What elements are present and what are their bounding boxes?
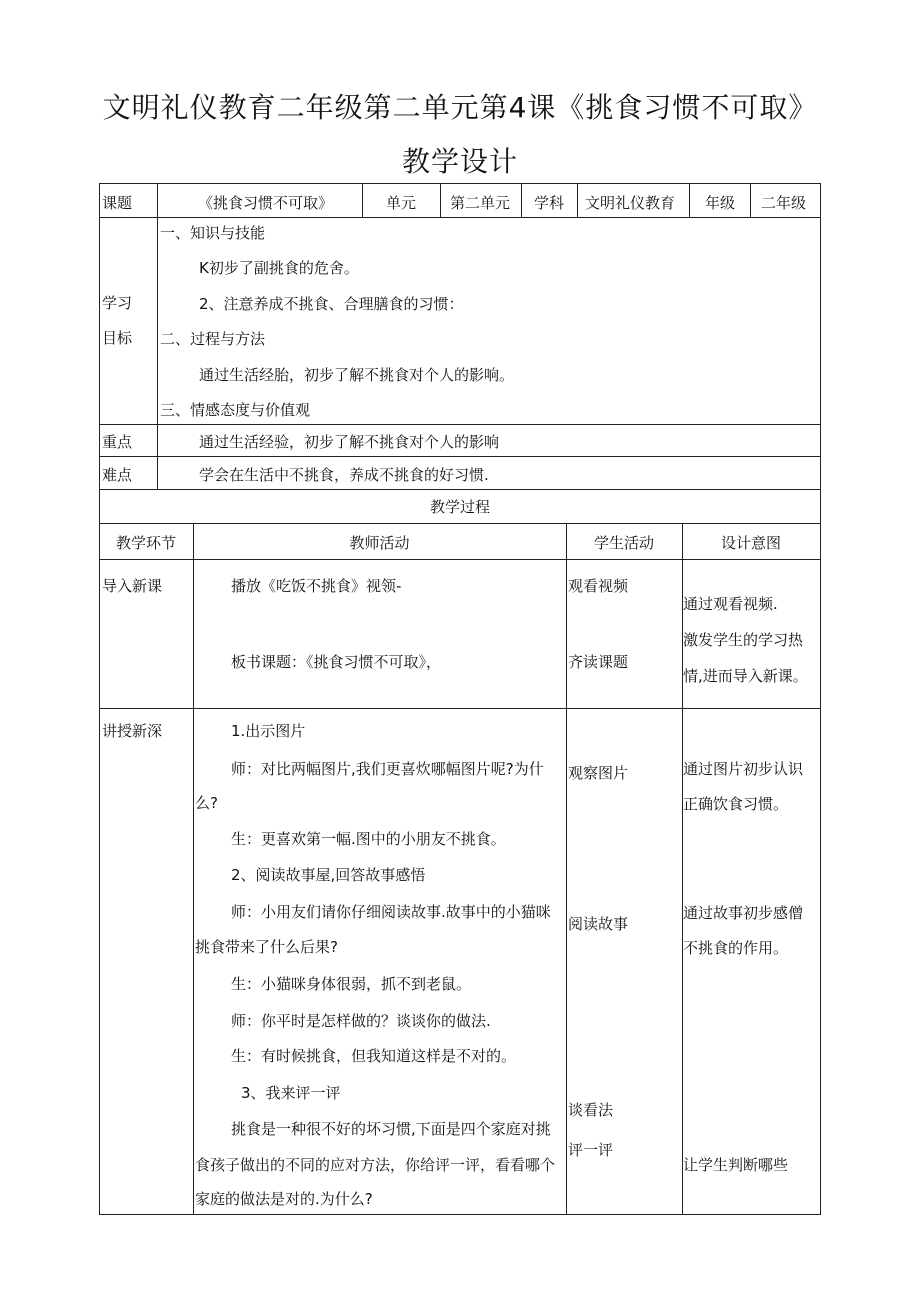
teacher-activity-line: 板书课题：《挑食习惯不可取》， [231,653,442,671]
objective-line: 三、情感态度与价值观 [160,401,311,419]
grade-label: 年级 [705,194,736,212]
design-intent-line: 情,进而导入新课。 [683,667,808,685]
teacher-activity-line: 1.出示图片 [231,722,306,740]
objective-line: 通过生活经胎，初步了解不挑食对个人的影响。 [199,366,515,384]
teacher-activity-line: 3、我来评一评 [241,1084,341,1102]
teacher-activity-line: 生：小猫咪身体很弱，抓不到老鼠。 [231,975,472,993]
difficulty-value: 学会在生活中不挑食，养成不挑食的好习惯. [199,466,489,484]
col-header-stage: 教学环节 [115,534,176,552]
teacher-activity-line: 生：有时候挑食，但我知道这样是不对的。 [231,1047,517,1065]
design-intent-line: 不挑食的作用。 [683,939,789,957]
course-label: 课题 [102,194,133,212]
unit-label: 单元 [386,194,417,212]
document-subtitle: 教学设计 [401,145,518,178]
stage-lecture: 讲授新深 [102,722,163,740]
objectives-label: 目标 [102,329,133,347]
objective-line: 一、知识与技能 [160,224,266,242]
difficulty-label: 难点 [102,466,133,484]
student-activity-line: 观看视频 [568,577,629,595]
teacher-activity-line: 食孩子做出的不同的应对方法，你给评一评，看看哪个 [195,1156,556,1174]
key-point-value: 通过生活经验，初步了解不挑食对个人的影响 [199,433,500,451]
design-intent-line: 通过图片初步认识 [683,760,804,778]
process-title: 教学过程 [429,498,490,516]
subject-value: 文明礼仪教育 [585,194,676,212]
col-header-student: 学生活动 [593,534,654,552]
teacher-activity-line: 么? [195,794,218,812]
teacher-activity-line: 播放《吃饭不挑食》视领- [231,577,402,595]
teacher-activity-line: 生：更喜欢第一幅.图中的小朋友不挑食。 [231,830,506,848]
subject-label: 学科 [534,194,565,212]
design-intent-line: 正确饮食习惯。 [683,795,789,813]
unit-value: 第二单元 [450,194,511,212]
teacher-activity-line: 挑食带来了什么后果? [195,938,338,956]
stage-intro: 导入新课 [102,577,163,595]
design-intent-line: 通过观看视频. [683,595,778,613]
objectives-label: 学习 [102,294,133,312]
teacher-activity-line: 师：小用友们请你仔细阅读故事.故事中的小猫咪 [231,903,551,921]
teacher-activity-line: 师：你平时是怎样做的？谈谈你的做法. [231,1012,491,1030]
student-activity-line: 评一评 [568,1141,614,1159]
student-activity-line: 齐读课题 [568,653,629,671]
design-intent-line: 让学生判断哪些 [683,1156,789,1174]
objective-line: 二、过程与方法 [160,330,266,348]
document-title: 文明礼仪教育二年级第二单元第4课《挑食习惯不可取》 [102,91,818,124]
teacher-activity-line: 家庭的做法是对的.为什么? [195,1190,373,1208]
key-point-label: 重点 [102,433,133,451]
teacher-activity-line: 挑食是一种很不好的坏习惯,下面是四个家庭对挑 [231,1120,551,1138]
grade-value: 二年级 [761,194,807,212]
design-intent-line: 激发学生的学习热 [683,631,804,649]
design-intent-line: 通过故事初步感僧 [683,904,804,922]
col-header-intent: 设计意图 [720,534,781,552]
student-activity-line: 观察图片 [568,764,629,782]
teacher-activity-line: 2、阅读故事屋,回答故事感悟 [231,866,426,884]
course-value: 《挑食习惯不可取》 [198,194,334,212]
objective-line: K初步了副挑食的危舍。 [199,259,359,277]
teacher-activity-line: 师：对比两幅图片,我们更喜炊哪幅图片呢?为什 [231,760,544,778]
objective-line: 2、注意养成不挑食、合理膳食的习惯： [199,295,464,313]
student-activity-line: 阅读故事 [568,915,629,933]
col-header-teacher: 教师活动 [349,534,410,552]
student-activity-line: 谈看法 [568,1101,614,1119]
